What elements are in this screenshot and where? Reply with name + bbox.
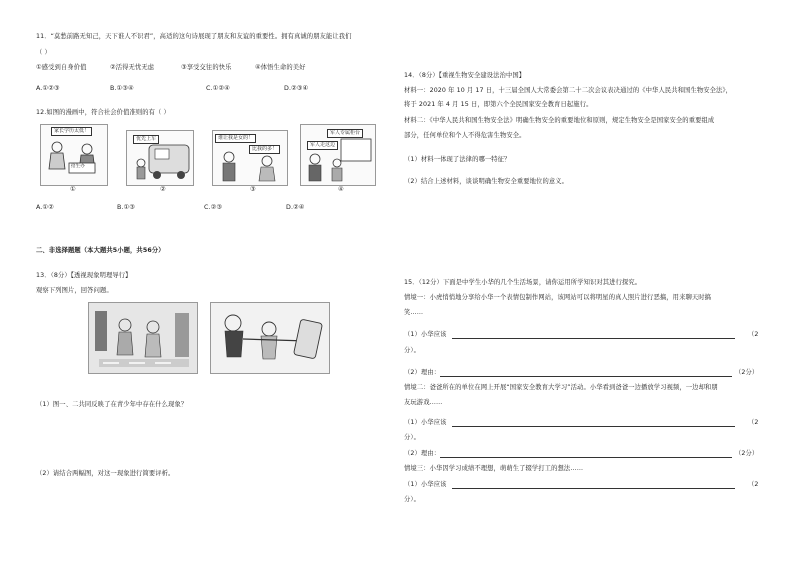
q11-choice-a[interactable]: A.①②③: [36, 85, 60, 92]
panel-2-number: ②: [160, 186, 166, 193]
q15-scenario-2-line-1: 情境二：爸爸所在的单位在网上开展“国家安全教育大学习”活动。小华看到爸爸一边播放学习视频，一边却和朋: [404, 384, 718, 391]
q13-sub-1: （1）图一、二共同反映了在青少年中存在什么现象？: [36, 401, 188, 408]
q15-s2-answer-1-score-tail: 分）。: [404, 434, 421, 441]
q11-choice-c[interactable]: C.①②④: [206, 85, 230, 92]
q15-title: 15．（12分）下面是中学生小华的几个生活场景，请你运用所学知识对其进行探究。: [404, 279, 642, 286]
panel-4-sign: 军人专属柜台: [327, 129, 363, 138]
q14-sub-1: （1）材料一体现了法律的哪一特征？: [404, 156, 511, 163]
panel-2-bus-drawing: [127, 131, 193, 185]
q14-sub-2: （2）结合上述材料，谈谈明确生物安全重要地位的意义。: [404, 178, 569, 185]
q15-s1-answer-1-blank[interactable]: [452, 338, 735, 339]
q15-s3-answer-1-blank[interactable]: [452, 488, 735, 489]
q13-intro: 观察下列图片，回答问题。: [36, 287, 113, 294]
panel-4-drawing: [301, 125, 375, 185]
panel-4-number: ④: [338, 186, 344, 193]
q15-s2-answer-2-label: （2）理由：: [404, 450, 441, 457]
panel-3-number: ③: [250, 186, 256, 193]
figure-2-phone-tug-of-war: [211, 303, 329, 373]
comic-panel-2: [126, 130, 194, 186]
q15-s1-answer-1-label: （1）小华应该: [404, 331, 447, 338]
figure-1-street-scene: [89, 303, 197, 373]
q15-scenario-2-line-2: 友玩游戏……: [404, 399, 443, 406]
q15-s2-answer-2-score: （2分）: [735, 450, 759, 457]
section-2-heading: 二、非选择题题（本大题共5小题，共56分）: [36, 247, 165, 254]
comic-panel-1: [40, 124, 108, 186]
q15-s2-answer-1-label: （1）小华应该: [404, 419, 447, 426]
panel-3-bubble-2: 比我的多！: [249, 145, 280, 154]
q15-s2-answer-2-blank[interactable]: [440, 457, 732, 458]
q13-sub-2: （2）请结合两幅图，对这一现象进行简要评析。: [36, 470, 175, 477]
q15-s2-answer-1-score: （2: [748, 419, 759, 426]
q14-material-1-line-2: 将于 2021 年 4 月 15 日，即第六个全民国家安全教育日起施行。: [404, 101, 593, 108]
q12-choice-a[interactable]: A.①②: [36, 204, 54, 211]
q14-title: 14．（8分）【重视生物安全建设法治中国】: [404, 72, 526, 79]
q15-s1-answer-2-score: （2分）: [735, 369, 759, 376]
q11-option-4: ④体悟生命的美好: [255, 64, 306, 71]
panel-3-drawing: [213, 131, 287, 185]
q11-paren: （ ）: [36, 49, 51, 56]
panel-1-drawing: [41, 125, 107, 185]
q15-scenario-3-line-1: 情境三：小华因学习成绩不理想，萌萌生了辍学打工的想法……: [404, 465, 584, 472]
q11-stem: 11．“莫愁前路无知己，天下谁人不识君”，高适的这句诗展现了朋友和友谊的重要性。拥有真诚的朋友能让我们: [36, 33, 352, 40]
q11-option-3: ③享受交往的快乐: [181, 64, 232, 71]
panel-1-sign: 招生办: [71, 164, 85, 169]
q14-material-2-line-2: 部分，任何单位和个人不得危害生物安全。: [404, 132, 526, 139]
q15-s3-answer-1-label: （1）小华应该: [404, 481, 447, 488]
q15-s3-answer-1-score: （2: [748, 481, 759, 488]
panel-1-number: ①: [70, 186, 76, 193]
q15-scenario-1-line-1: 情境一：小虎悄悄地分享给小华一个表情包制作网站，该网站可以将明星的真人照片进行恶搞，用来聊天时搞: [404, 294, 712, 301]
q15-s1-answer-1-score-tail: 分）。: [404, 347, 421, 354]
q15-s1-answer-2-blank[interactable]: [440, 376, 732, 377]
panel-1-bubble: 家长学历太低！: [51, 127, 92, 136]
q12-choice-b[interactable]: B.①③: [117, 204, 136, 211]
q15-scenario-1-line-2: 笑……: [404, 309, 424, 316]
q15-s1-answer-1-score: （2: [748, 331, 759, 338]
q15-s2-answer-1-blank[interactable]: [452, 426, 735, 427]
q13-title: 13．（8分）【透视现象明理导行】: [36, 272, 132, 279]
q15-s1-answer-2-label: （2）理由：: [404, 369, 441, 376]
q11-choice-d[interactable]: D.②③④: [284, 85, 309, 92]
panel-3-bubble-1: 谁让我是女的！: [215, 134, 256, 143]
q14-material-1-line-1: 材料一：2020 年 10 月 17 日，十三届全国人大常委会第二十二次会议表决通过的《中华人民共和国生物安全法》，: [404, 87, 733, 94]
q12-choice-c[interactable]: C.②③: [204, 204, 223, 211]
comic-panel-4: [300, 124, 376, 186]
q11-option-1: ①感受到自身价值: [36, 64, 87, 71]
panel-4-bubble: 军人走这边: [307, 141, 338, 150]
q15-s3-answer-1-score-tail: 分）。: [404, 496, 421, 503]
panel-2-bubble: 优先上车: [133, 135, 159, 144]
q12-choice-d[interactable]: D.②④: [286, 204, 305, 211]
comic-panel-3: [212, 130, 288, 186]
q13-figure-2: [210, 302, 330, 374]
q11-choice-b[interactable]: B.①③④: [110, 85, 134, 92]
q13-figure-1: [88, 302, 198, 374]
q12-stem: 12.如图的漫画中，符合社会价值准则的有（ ）: [36, 109, 170, 116]
q14-material-2-line-1: 材料二：《中华人民共和国生物安全法》明确生物安全的重要地位和原则，规定生物安全是国家安全的重要组成: [404, 117, 715, 124]
q11-option-2: ②活得无忧无虑: [110, 64, 155, 71]
